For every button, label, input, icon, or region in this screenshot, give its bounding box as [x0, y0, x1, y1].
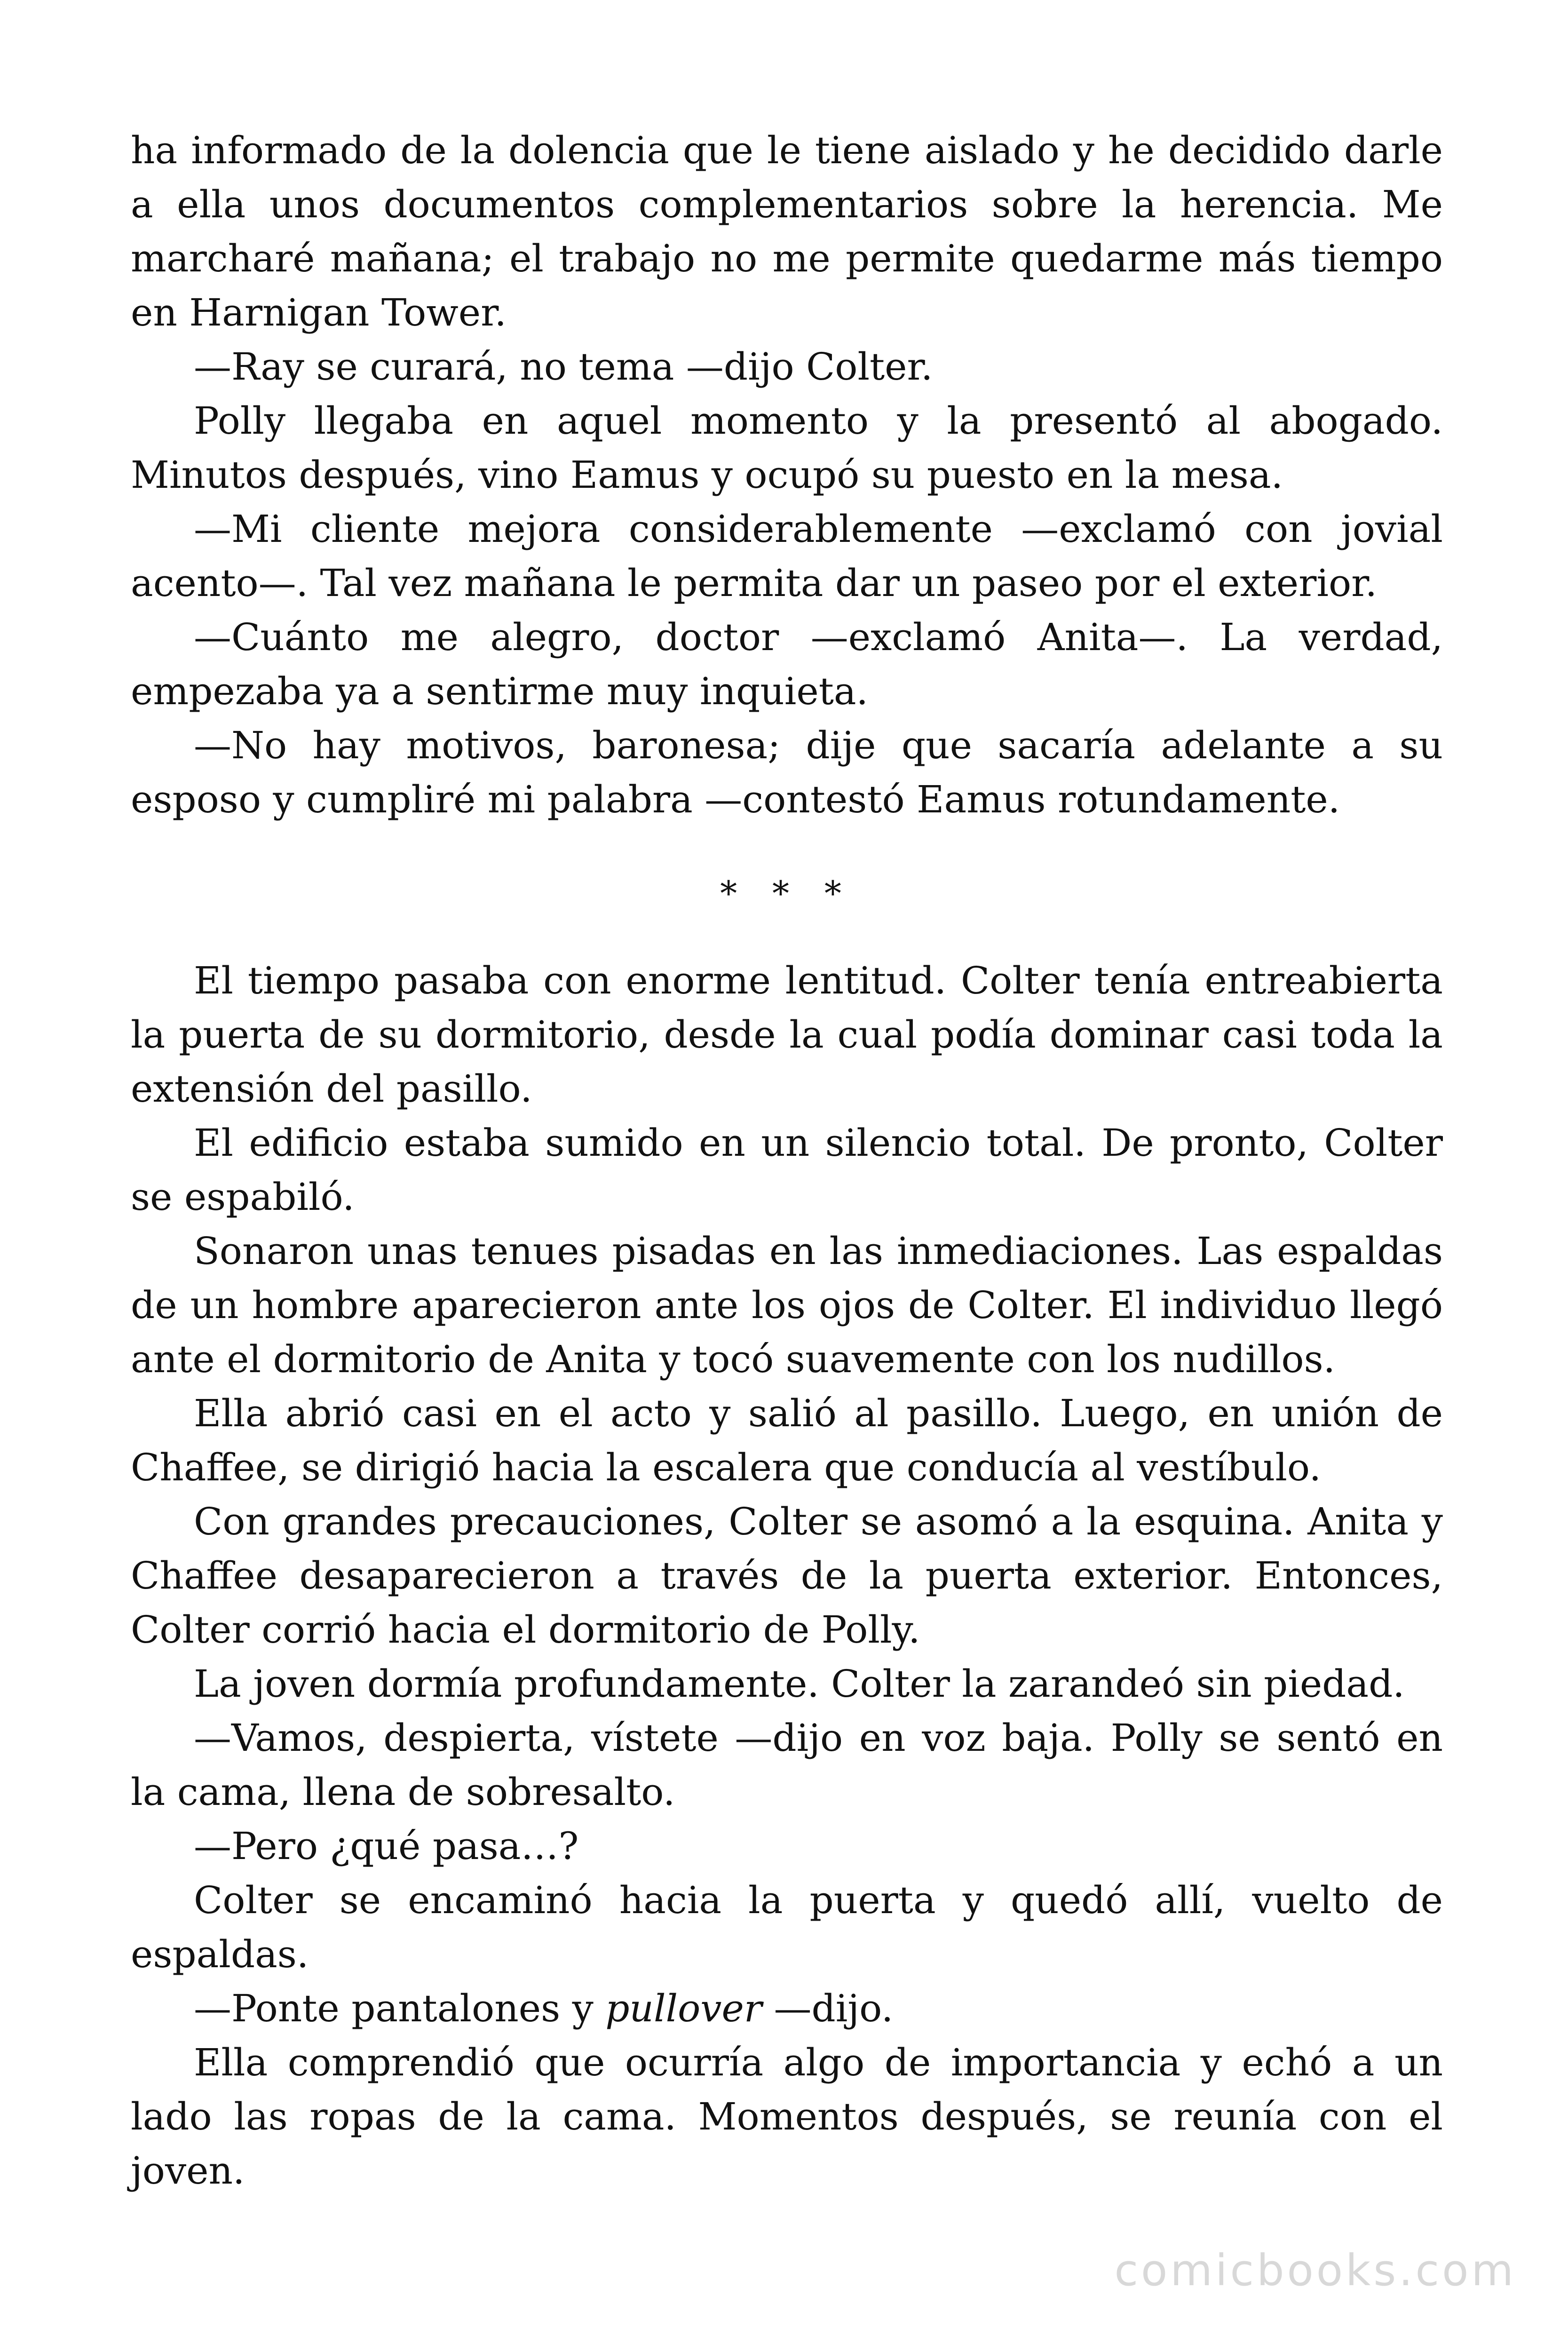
paragraph: Sonaron unas tenues pisadas en las inmediaciones. Las espaldas de un hombre aparecieron ante los ojos de Colter. El individuo llegó ante el dormitorio de Anita y tocó suavemente con los nudillos. — [131, 1229, 1443, 1381]
pullover-italic: pullover — [605, 1986, 762, 2030]
paragraph-pullover — [131, 1981, 1443, 2035]
pullover-after: —dijo. — [762, 1986, 894, 2030]
section-separator: * * * — [720, 874, 854, 913]
paragraph: El tiempo pasaba con enorme lentitud. Colter tenía entreabierta la puerta de su dormitorio, desde la cual podía dominar casi toda la extensión del pasillo. — [131, 959, 1443, 1111]
paragraph: Polly llegaba en aquel momento y la presentó al abogado. Minutos después, vino Eamus y ocupó su puesto en la mesa. — [131, 399, 1443, 497]
paragraph: ha informado de la dolencia que le tiene aislado y he decidido darle a ella unos documentos complementarios sobre la herencia. Me marcharé mañana; el trabajo no me permite quedarme más tiempo en Harnigan Tower. — [131, 128, 1443, 334]
paragraph: —Ray se curará, no tema —dijo Colter. — [194, 345, 933, 389]
paragraph: —Pero ¿qué pasa…? — [194, 1824, 579, 1868]
paragraph: —Vamos, despierta, vístete —dijo en voz baja. Polly se sentó en la cama, llena de sobresalto. — [131, 1716, 1443, 1814]
paragraph: Ella abrió casi en el acto y salió al pasillo. Luego, en unión de Chaffee, se dirigió hacia la escalera que conducía al vestíbulo. — [131, 1391, 1443, 1489]
paragraph: —No hay motivos, baronesa; dije que sacaría adelante a su esposo y cumpliré mi palabra —contestó Eamus rotundamente. — [131, 723, 1443, 821]
watermark: comicbooks.com — [1114, 2245, 1516, 2296]
paragraph: La joven dormía profundamente. Colter la zarandeó sin piedad. — [194, 1662, 1405, 1706]
paragraph: Con grandes precauciones, Colter se asomó a la esquina. Anita y Chaffee desaparecieron a través de la puerta exterior. Entonces, Colter corrió hacia el dormitorio de Polly. — [131, 1500, 1443, 1652]
pullover-before: —Ponte pantalones y — [194, 1986, 606, 2030]
paragraph: El edificio estaba sumido en un silencio total. De pronto, Colter se espabiló. — [131, 1121, 1443, 1219]
page-body — [131, 123, 1443, 2198]
paragraph: —Cuánto me alegro, doctor —exclamó Anita—. La verdad, empezaba ya a sentirme muy inquieta. — [131, 615, 1443, 713]
paragraph: Colter se encaminó hacia la puerta y quedó allí, vuelto de espaldas. — [131, 1878, 1443, 1976]
paragraph: Ella comprendió que ocurría algo de importancia y echó a un lado las ropas de la cama. Momentos después, se reunía con el joven. — [131, 2041, 1443, 2193]
paragraph: —Mi cliente mejora considerablemente —exclamó con jovial acento—. Tal vez mañana le permita dar un paseo por el exterior. — [131, 507, 1443, 605]
